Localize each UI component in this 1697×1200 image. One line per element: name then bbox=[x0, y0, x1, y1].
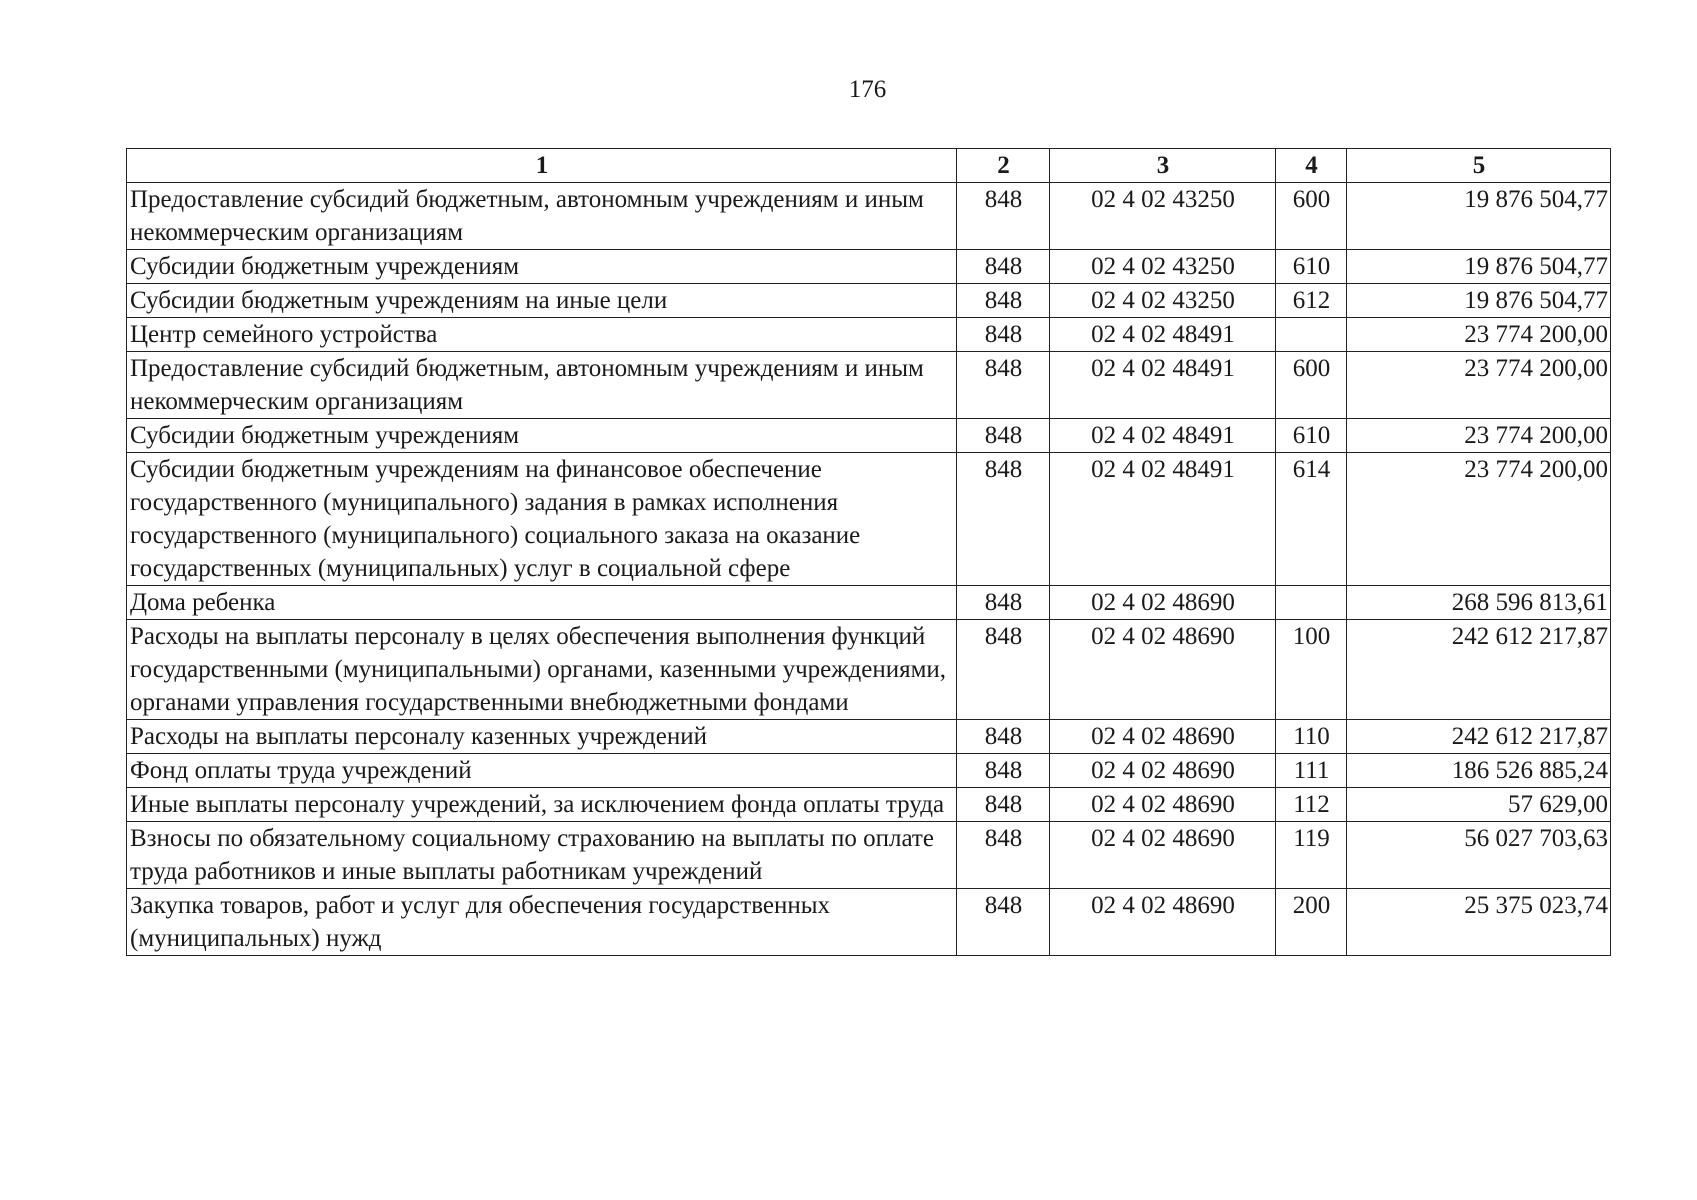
target-article-cell: 02 4 02 48491 bbox=[1050, 419, 1276, 453]
ministry-code-cell: 848 bbox=[957, 284, 1050, 318]
column-header: 3 bbox=[1050, 149, 1276, 183]
target-article-cell: 02 4 02 43250 bbox=[1050, 284, 1276, 318]
expense-type-cell bbox=[1276, 318, 1347, 352]
ministry-code-cell: 848 bbox=[957, 720, 1050, 754]
page-number: 176 bbox=[848, 76, 887, 103]
item-name-cell: Субсидии бюджетным учреждениям на финансовое обеспечение государственного (муниципального) задания в рамках исполнения государственного (муниципального) социального заказа на оказание государственных (муниципальных) услуг в социальной сфере bbox=[127, 453, 957, 586]
target-article-cell: 02 4 02 48690 bbox=[1050, 788, 1276, 822]
amount-cell: 23 774 200,00 bbox=[1347, 352, 1611, 419]
amount-cell: 23 774 200,00 bbox=[1347, 453, 1611, 586]
amount-cell: 268 596 813,61 bbox=[1347, 586, 1611, 620]
item-name-cell: Взносы по обязательному социальному страхованию на выплаты по оплате труда работников и иные выплаты работникам учреждений bbox=[127, 822, 957, 889]
target-article-cell: 02 4 02 48690 bbox=[1050, 754, 1276, 788]
ministry-code-cell: 848 bbox=[957, 318, 1050, 352]
amount-cell: 23 774 200,00 bbox=[1347, 419, 1611, 453]
target-article-cell: 02 4 02 48491 bbox=[1050, 453, 1276, 586]
expense-type-cell: 600 bbox=[1276, 352, 1347, 419]
ministry-code-cell: 848 bbox=[957, 250, 1050, 284]
table-row bbox=[127, 788, 1611, 822]
ministry-code-cell: 848 bbox=[957, 586, 1050, 620]
target-article-cell: 02 4 02 48690 bbox=[1050, 720, 1276, 754]
expense-type-cell: 111 bbox=[1276, 754, 1347, 788]
table-row bbox=[127, 620, 1611, 720]
expense-type-cell: 614 bbox=[1276, 453, 1347, 586]
table-header-row bbox=[127, 149, 1611, 183]
expense-type-cell: 610 bbox=[1276, 419, 1347, 453]
item-name-cell: Дома ребенка bbox=[127, 586, 957, 620]
amount-cell: 25 375 023,74 bbox=[1347, 889, 1611, 956]
item-name-cell: Расходы на выплаты персоналу казенных учреждений bbox=[127, 720, 957, 754]
column-header: 1 bbox=[127, 149, 957, 183]
target-article-cell: 02 4 02 48690 bbox=[1050, 586, 1276, 620]
table-row bbox=[127, 889, 1611, 956]
amount-cell: 186 526 885,24 bbox=[1347, 754, 1611, 788]
amount-cell: 56 027 703,63 bbox=[1347, 822, 1611, 889]
table-row bbox=[127, 720, 1611, 754]
amount-cell: 242 612 217,87 bbox=[1347, 620, 1611, 720]
column-header: 5 bbox=[1347, 149, 1611, 183]
ministry-code-cell: 848 bbox=[957, 788, 1050, 822]
ministry-code-cell: 848 bbox=[957, 183, 1050, 250]
table-row bbox=[127, 419, 1611, 453]
table-row bbox=[127, 250, 1611, 284]
expense-type-cell: 200 bbox=[1276, 889, 1347, 956]
column-header: 4 bbox=[1276, 149, 1347, 183]
table-row bbox=[127, 318, 1611, 352]
table-row bbox=[127, 822, 1611, 889]
ministry-code-cell: 848 bbox=[957, 352, 1050, 419]
expense-type-cell: 119 bbox=[1276, 822, 1347, 889]
item-name-cell: Иные выплаты персоналу учреждений, за исключением фонда оплаты труда bbox=[127, 788, 957, 822]
item-name-cell: Центр семейного устройства bbox=[127, 318, 957, 352]
expense-type-cell: 600 bbox=[1276, 183, 1347, 250]
target-article-cell: 02 4 02 43250 bbox=[1050, 183, 1276, 250]
amount-cell: 19 876 504,77 bbox=[1347, 250, 1611, 284]
column-header: 2 bbox=[957, 149, 1050, 183]
expense-type-cell: 612 bbox=[1276, 284, 1347, 318]
amount-cell: 242 612 217,87 bbox=[1347, 720, 1611, 754]
table-row bbox=[127, 352, 1611, 419]
ministry-code-cell: 848 bbox=[957, 419, 1050, 453]
target-article-cell: 02 4 02 48690 bbox=[1050, 822, 1276, 889]
table-row bbox=[127, 754, 1611, 788]
table-row bbox=[127, 183, 1611, 250]
ministry-code-cell: 848 bbox=[957, 453, 1050, 586]
expense-type-cell: 112 bbox=[1276, 788, 1347, 822]
expense-type-cell bbox=[1276, 586, 1347, 620]
ministry-code-cell: 848 bbox=[957, 822, 1050, 889]
target-article-cell: 02 4 02 48690 bbox=[1050, 889, 1276, 956]
table-row bbox=[127, 586, 1611, 620]
budget-table bbox=[126, 148, 1611, 956]
item-name-cell: Предоставление субсидий бюджетным, автономным учреждениям и иным некоммерческим организациям bbox=[127, 183, 957, 250]
target-article-cell: 02 4 02 48491 bbox=[1050, 352, 1276, 419]
expense-type-cell: 100 bbox=[1276, 620, 1347, 720]
item-name-cell: Расходы на выплаты персоналу в целях обеспечения выполнения функций государственными (муниципальными) органами, казенными учреждениями, органами управления государственными внебюджетными фондами bbox=[127, 620, 957, 720]
ministry-code-cell: 848 bbox=[957, 620, 1050, 720]
amount-cell: 23 774 200,00 bbox=[1347, 318, 1611, 352]
amount-cell: 19 876 504,77 bbox=[1347, 183, 1611, 250]
expense-type-cell: 610 bbox=[1276, 250, 1347, 284]
ministry-code-cell: 848 bbox=[957, 754, 1050, 788]
item-name-cell: Субсидии бюджетным учреждениям на иные цели bbox=[127, 284, 957, 318]
item-name-cell: Фонд оплаты труда учреждений bbox=[127, 754, 957, 788]
target-article-cell: 02 4 02 48491 bbox=[1050, 318, 1276, 352]
amount-cell: 57 629,00 bbox=[1347, 788, 1611, 822]
item-name-cell: Субсидии бюджетным учреждениям bbox=[127, 419, 957, 453]
table-row bbox=[127, 284, 1611, 318]
ministry-code-cell: 848 bbox=[957, 889, 1050, 956]
target-article-cell: 02 4 02 48690 bbox=[1050, 620, 1276, 720]
amount-cell: 19 876 504,77 bbox=[1347, 284, 1611, 318]
expense-type-cell: 110 bbox=[1276, 720, 1347, 754]
item-name-cell: Закупка товаров, работ и услуг для обеспечения государственных (муниципальных) нужд bbox=[127, 889, 957, 956]
item-name-cell: Субсидии бюджетным учреждениям bbox=[127, 250, 957, 284]
table-row bbox=[127, 453, 1611, 586]
target-article-cell: 02 4 02 43250 bbox=[1050, 250, 1276, 284]
item-name-cell: Предоставление субсидий бюджетным, автономным учреждениям и иным некоммерческим организациям bbox=[127, 352, 957, 419]
